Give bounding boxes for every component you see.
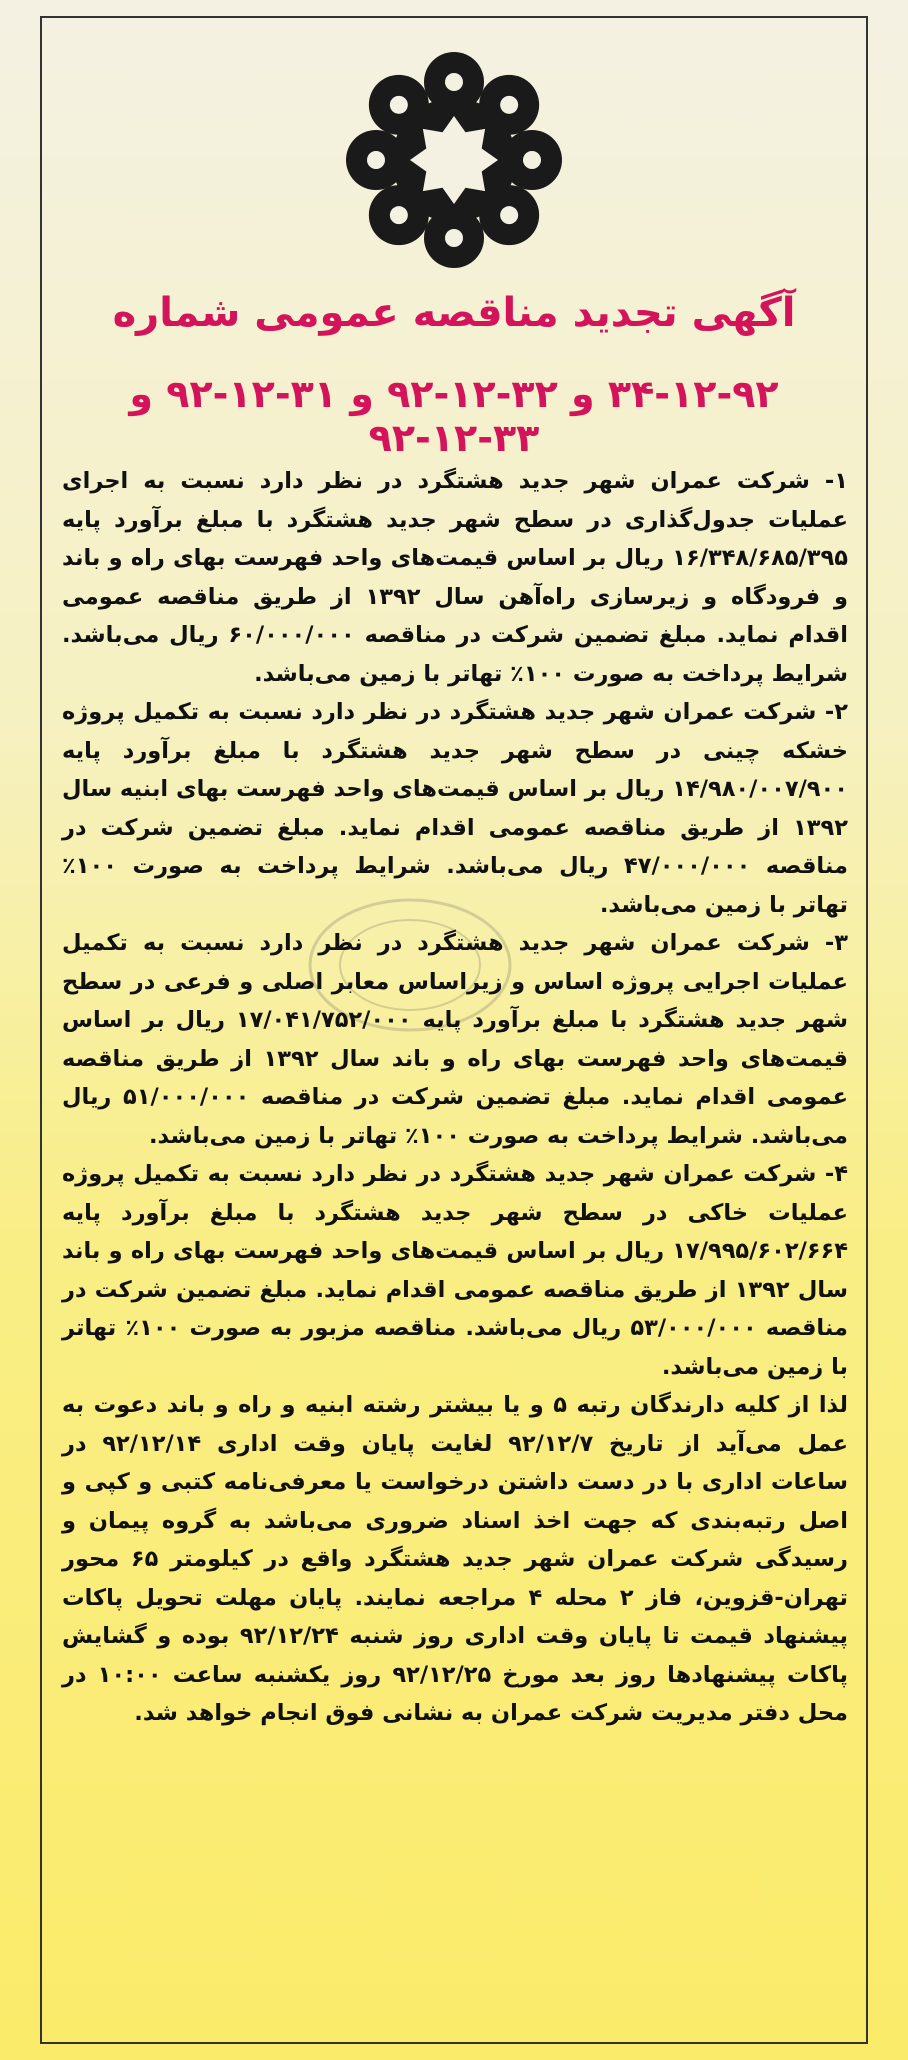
paragraph-4: ۴- شرکت عمران شهر جدید هشتگرد در نظر دارد نسبت به تکمیل پروژه عملیات خاکی در سطح شهر جدید هشتگرد با مبلغ برآورد پایه ۱۷/۹۹۵/۶۰۲/۶۶۴ ریال بر اساس قیمت‌های واحد فهرست بهای راه و باند سال ۱۳۹۲ از طریق مناقصه عمومی اقدام نماید. مبلغ تضمین شرکت در مناقصه ۵۳/۰۰۰/۰۰۰ ریال می‌باشد. مناقصه مزبور به صورت ۱۰۰٪ تهاتر با زمین می‌باشد. (62, 1161, 849, 1380)
paragraph-1: ۱- شرکت عمران شهر جدید هشتگرد در نظر دارد نسبت به اجرای عملیات جدول‌گذاری در سطح شهر جدید هشتگرد با مبلغ برآورد پایه ۱۶/۳۴۸/۶۸۵/۳۹۵ ریال بر اساس قیمت‌های واحد فهرست بهای راه و باند و فرودگاه و زیرسازی راه‌آهن سال ۱۳۹۲ از طریق مناقصه عمومی اقدام نماید. مبلغ تضمین شرکت در مناقصه ۶۰/۰۰۰/۰۰۰ ریال می‌باشد. شرایط پرداخت به صورت ۱۰۰٪ تهاتر با زمین می‌باشد. (62, 468, 848, 687)
company-emblem-icon (344, 50, 564, 270)
ad-body (62, 462, 848, 1733)
paragraph-2: ۲- شرکت عمران شهر جدید هشتگرد در نظر دارد نسبت به تکمیل پروژه خشکه چینی در سطح شهر جدید هشتگرد با مبلغ برآورد پایه ۱۴/۹۸۰/۰۰۷/۹۰۰ ریال بر اساس قیمت‌های واحد فهرست بهای ابنیه سال ۱۳۹۲ از طریق مناقصه عمومی اقدام نماید. مبلغ تضمین شرکت در مناقصه ۴۷/۰۰۰/۰۰۰ ریال می‌باشد. شرایط پرداخت به صورت ۱۰۰٪ تهاتر با زمین می‌باشد. (62, 699, 848, 918)
tender-numbers: ۳۴-۱۲-۹۲ و ۳۲-۱۲-۹۲ و ۳۱-۱۲-۹۲ و ۳۳-۱۲-۹۲ (129, 372, 779, 460)
paragraph-invitation: لذا از کلیه دارندگان رتبه ۵ و یا بیشتر رشته ابنیه و راه و باند دعوت به عمل می‌آید از تاریخ ۹۲/۱۲/۷ لغایت پایان وقت اداری ۹۲/۱۲/۱۴ در ساعات اداری با در دست داشتن درخواست یا معرفی‌نامه کتبی و کپی و اصل رتبه‌بندی که جهت اخذ اسناد ضروری می‌باشد به گروه پیمان و رسیدگی شرکت عمران شهر جدید هشتگرد واقع در کیلومتر ۶۵ محور تهران-قزوین، فاز ۲ محله ۴ مراجعه نمایند. پایان مهلت تحویل پاکات پیشنهاد قیمت تا پایان وقت اداری روز شنبه ۹۲/۱۲/۲۴ بوده و گشایش پاکات پیشنهادها روز بعد مورخ ۹۲/۱۲/۲۵ روز یکشنبه ساعت ۱۰:۰۰ در محل دفتر مدیریت شرکت عمران به نشانی فوق انجام خواهد شد. (62, 1392, 848, 1726)
paragraph-3: ۳- شرکت عمران شهر جدید هشتگرد در نظر دارد نسبت به تکمیل عملیات اجرایی پروژه اساس و زیراساس معابر اصلی و فرعی در سطح شهر جدید هشتگرد با مبلغ برآورد پایه ۱۷/۰۴۱/۷۵۲/۰۰۰ ریال بر اساس قیمت‌های واحد فهرست بهای راه و باند سال ۱۳۹۲ از طریق مناقصه عمومی اقدام نماید. مبلغ تضمین شرکت در مناقصه ۵۱/۰۰۰/۰۰۰ ریال می‌باشد. شرایط پرداخت به صورت ۱۰۰٪ تهاتر با زمین می‌باشد. (62, 930, 849, 1149)
ad-title: آگهی تجدید مناقصه عمومی شماره (112, 290, 796, 336)
